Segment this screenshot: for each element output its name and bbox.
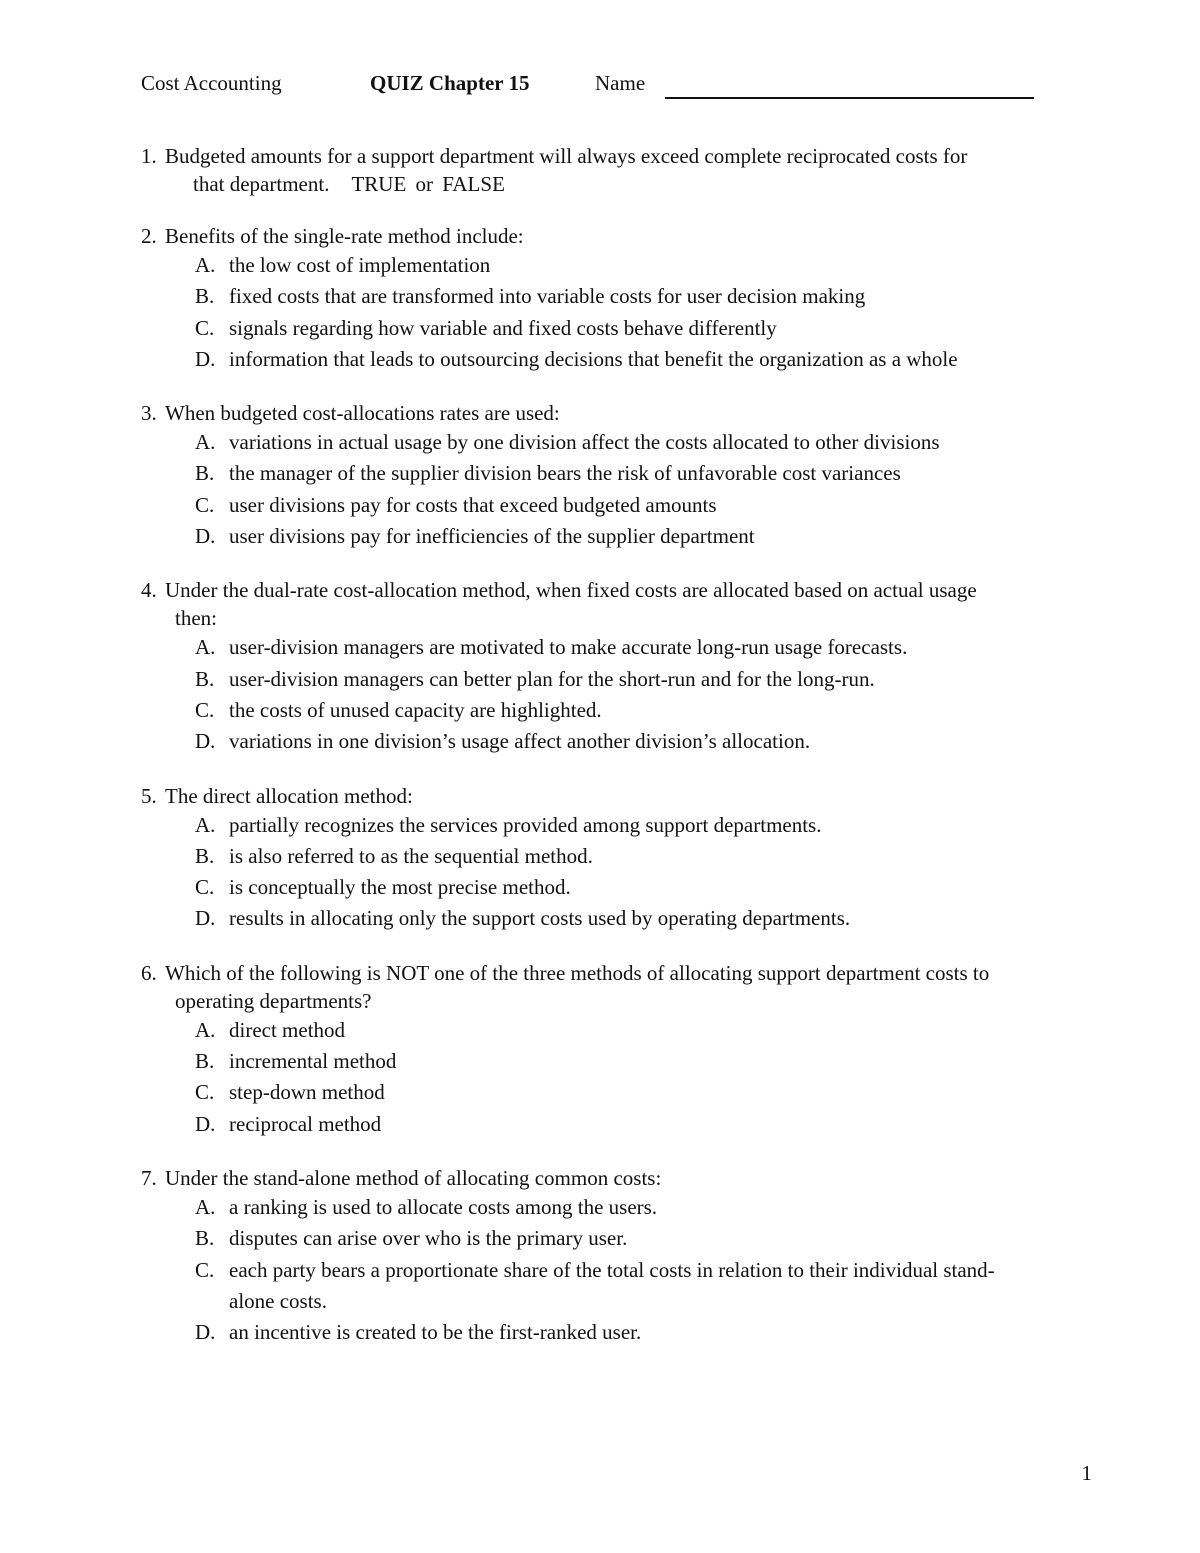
question-text: The direct allocation method: xyxy=(165,783,413,808)
name-blank-line xyxy=(665,97,1034,99)
option-a: A. partially recognizes the services provided among support departments. xyxy=(195,812,822,837)
question-text-continued: then: xyxy=(175,606,217,631)
question-number: 6. xyxy=(141,960,157,985)
question-number: 1. xyxy=(141,144,157,168)
option-c: C. is conceptually the most precise method. xyxy=(195,875,571,900)
question-text: When budgeted cost-allocations rates are used: xyxy=(165,401,560,426)
option-c: C. step-down method xyxy=(195,1080,385,1105)
question-number: 2. xyxy=(141,224,157,248)
question-text: Under the stand-alone method of allocating common costs: xyxy=(165,1165,662,1190)
question-4 xyxy=(141,576,1101,757)
page-header xyxy=(141,71,1041,101)
answer-options xyxy=(195,427,1101,552)
question-text-continued: that department. xyxy=(193,172,330,196)
option-b: B. user-division managers can better plan for the short-run and for the long-run. xyxy=(195,666,875,691)
question-7 xyxy=(141,1164,1101,1348)
question-number: 5. xyxy=(141,783,157,808)
option-b: B. the manager of the supplier division bears the risk of unfavorable cost variances xyxy=(195,461,901,486)
question-2 xyxy=(141,222,1101,375)
option-a: A. direct method xyxy=(195,1017,346,1042)
option-b: B. fixed costs that are transformed into variable costs for user decision making xyxy=(195,284,866,309)
question-text: Under the dual-rate cost-allocation method, when fixed costs are allocated based on actual usage xyxy=(165,578,977,603)
option-b: B. incremental method xyxy=(195,1049,397,1074)
option-d: D. variations in one division’s usage affect another division’s allocation. xyxy=(195,729,811,754)
true-false-choice: TRUE or FALSE xyxy=(351,172,505,196)
option-c: C. each party bears a proportionate share of the total costs in relation to their individual stand- alone costs. xyxy=(195,1257,995,1313)
question-text: Budgeted amounts for a support department will always exceed complete reciprocated costs for xyxy=(165,144,968,168)
question-list xyxy=(141,142,1101,1372)
option-a: A. user-division managers are motivated to make accurate long-run usage forecasts. xyxy=(195,635,908,660)
quiz-title: QUIZ Chapter 15 xyxy=(370,71,530,95)
option-c: C. the costs of unused capacity are highlighted. xyxy=(195,697,602,722)
option-a: A. the low cost of implementation xyxy=(195,253,491,277)
page-number: 1 xyxy=(1081,1461,1092,1485)
question-text: Which of the following is NOT one of the three methods of allocating support department costs to xyxy=(165,960,990,985)
answer-options xyxy=(195,250,1101,375)
answer-options xyxy=(195,1015,1101,1140)
question-number: 7. xyxy=(141,1165,157,1190)
option-a: A. variations in actual usage by one division affect the costs allocated to other divisions xyxy=(195,430,940,455)
question-text-continued: operating departments? xyxy=(175,988,372,1013)
question-number: 3. xyxy=(141,401,157,426)
question-6 xyxy=(141,959,1101,1140)
option-c: C. user divisions pay for costs that exceed budgeted amounts xyxy=(195,492,717,517)
question-text: Benefits of the single-rate method include: xyxy=(165,224,524,248)
option-d: D. results in allocating only the support costs used by operating departments. xyxy=(195,906,851,931)
answer-options xyxy=(195,810,1101,935)
option-d: D. reciprocal method xyxy=(195,1111,382,1136)
course-title: Cost Accounting xyxy=(141,71,282,95)
question-3 xyxy=(141,399,1101,552)
option-b: B. is also referred to as the sequential method. xyxy=(195,843,593,868)
option-b: B. disputes can arise over who is the primary user. xyxy=(195,1226,628,1251)
question-1 xyxy=(141,142,1101,198)
answer-options xyxy=(195,632,1101,757)
option-d: D. user divisions pay for inefficiencies of the supplier department xyxy=(195,524,755,549)
option-d: D. information that leads to outsourcing decisions that benefit the organization as a whole xyxy=(195,346,958,371)
option-d: D. an incentive is created to be the first-ranked user. xyxy=(195,1319,642,1344)
question-5 xyxy=(141,782,1101,935)
option-a: A. a ranking is used to allocate costs among the users. xyxy=(195,1194,658,1219)
name-label: Name xyxy=(595,71,646,95)
option-c: C. signals regarding how variable and fixed costs behave differently xyxy=(195,315,777,340)
answer-options xyxy=(195,1192,1101,1348)
question-number: 4. xyxy=(141,578,157,603)
